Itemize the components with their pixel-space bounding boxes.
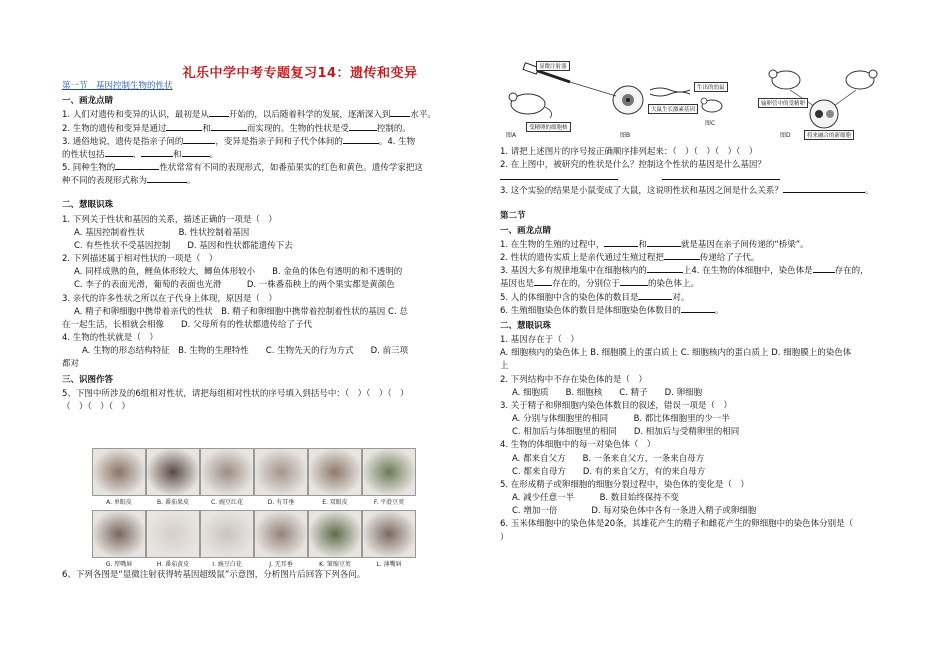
right-choice3-opt-ab: A. 分别与体细胞里的相同 B. 都比体细胞里的少一半 bbox=[512, 414, 730, 425]
gene-strand-icon bbox=[650, 88, 690, 96]
left-choice3-opt-d: 在一起生活，长相就会相像 D. 父母所有的性状都遗传给了子代 bbox=[62, 319, 312, 330]
right-choice1-opts: A. 细胞核内的染色体上 B. 细胞膜上的蛋白质上 C. 细胞核内的蛋白质上 D. 细胞膜上的染色体 bbox=[500, 348, 852, 359]
trait-caption: K. 皱缩豆荚 bbox=[319, 561, 351, 568]
trait-image-cell bbox=[362, 510, 416, 568]
label-fused-cell: 将来融合的新细胞 bbox=[804, 130, 854, 140]
left-choice3-opt-abc: A. 精子和卵细胞中携带着亲代的性状 B. 精子和卵细胞中携带着控制着性状的基因 C. 总 bbox=[74, 306, 408, 317]
left-q5b: 种不同的表现形式称为 。 bbox=[62, 176, 196, 187]
fused-cell-icon bbox=[810, 100, 838, 128]
figure-a-label: 图A bbox=[506, 132, 517, 139]
right-q2-answer-lines bbox=[500, 172, 895, 185]
trait-photo bbox=[254, 510, 308, 558]
trait-caption: L. 薄嘴唇 bbox=[376, 561, 402, 568]
right-fill5: 5. 人的体细胞中含的染色体的数目是 对。 bbox=[500, 292, 690, 303]
right-choice1-opt-end: 上 bbox=[500, 361, 509, 372]
right-choice2-opts: A. 细胞质 B. 细胞核 C. 精子 D. 卵细胞 bbox=[512, 387, 703, 398]
right-choice4-opt-ab: A. 都来自父方 B. 一条来自父方，一条来自母方 bbox=[512, 453, 705, 464]
left-picture-q6: 6、下列各图是“显微注射获得转基因超级鼠”示意图，分析图片后回答下列各问。 bbox=[62, 570, 366, 580]
right-choice1: 1. 基因存在于（ ） bbox=[500, 335, 579, 346]
right-column bbox=[500, 146, 895, 545]
trait-image-cell bbox=[200, 448, 254, 506]
mouse-a-icon bbox=[509, 93, 552, 118]
label-oviduct-egg: 输卵管中的受精卵 bbox=[758, 98, 808, 108]
egg-cell-icon bbox=[570, 82, 643, 114]
transgenic-mouse-diagram bbox=[500, 60, 898, 142]
trait-caption: H. 番茄黄皮 bbox=[156, 561, 190, 568]
figure-c-label: 图C bbox=[705, 120, 716, 127]
left-choice1: 1. 下列关于性状和基因的关系，描述正确的一项是（ ） bbox=[62, 214, 277, 225]
left-picture-q5-cont: （ ）（ ）（ ） bbox=[62, 401, 131, 412]
trait-photo bbox=[362, 510, 416, 558]
right-q3: 3. 这个实验的结果是小鼠变成了大鼠，这说明性状和基因之间是什么关系？ 。 bbox=[500, 186, 874, 197]
left-choice4: 4. 生物的性状就是（ ） bbox=[62, 333, 158, 344]
left-choice1-opt-ab: A. 基因控制着性状 B. 性状控制着基因 bbox=[74, 227, 250, 238]
trait-image-cell bbox=[362, 448, 416, 506]
right-fill1: 1. 在生物的生殖的过程中， 和 就是基因在亲子间传递的“桥梁”。 bbox=[500, 239, 809, 250]
trait-caption: B. 番茄果皮 bbox=[157, 499, 189, 506]
left-part2-heading: 二、慧眼识珠 bbox=[62, 200, 114, 211]
trait-image-cell bbox=[200, 510, 254, 568]
trait-photo bbox=[92, 510, 146, 558]
section2-heading: 第二节 bbox=[500, 210, 526, 221]
right-choice5-opt-cd: C. 增加一倍 D. 每对染色体中各有一条进入精子或卵细胞 bbox=[512, 506, 757, 517]
left-choice2: 2. 下列描述属于相对性状的一项是（ ） bbox=[62, 254, 218, 265]
left-q4: 的性状包括 、 和 。 bbox=[62, 149, 219, 160]
trait-image-cell bbox=[146, 510, 200, 568]
trait-photo bbox=[92, 448, 146, 496]
trait-caption: A. 单眼皮 bbox=[106, 499, 132, 506]
trait-image-cell bbox=[92, 448, 146, 506]
trait-photo bbox=[362, 448, 416, 496]
right-fill6: 6. 生殖细胞染色体的数目是体细胞染色体数目的 。 bbox=[500, 305, 724, 316]
label-egg-nucleus: 受精卵的细胞核 bbox=[526, 122, 571, 132]
right-choice5: 5. 在形成精子或卵细胞的细胞分裂过程中，染色体的变化是（ ） bbox=[500, 479, 749, 490]
trait-image-cell bbox=[308, 448, 362, 506]
trait-caption: I. 豌豆白花 bbox=[212, 561, 242, 568]
trait-photo bbox=[308, 448, 362, 496]
left-choice4-opt-end: 都对 bbox=[62, 359, 80, 370]
baby-mouse-icon bbox=[701, 98, 722, 112]
right-q1: 1. 请把上述图片的序号按正确顺序排列起来：（ ）（ ）（ ）（ ） bbox=[500, 147, 758, 157]
trait-photo bbox=[146, 448, 200, 496]
trait-image-cell bbox=[146, 448, 200, 506]
trait-photo bbox=[308, 510, 362, 558]
trait-photo bbox=[200, 510, 254, 558]
right-choice3: 3. 关于精子和卵细胞内染色体数目的叙述，错误一项是（ ） bbox=[500, 400, 732, 411]
figure-b-label: 图B bbox=[620, 132, 631, 139]
right-part1-heading: 一、画龙点睛 bbox=[500, 225, 552, 236]
left-choice3: 3. 亲代的许多性状之所以在子代身上体现，原因是（ ） bbox=[62, 293, 277, 304]
right-choice2: 2. 下列结构中不存在染色体的是（ ） bbox=[500, 374, 647, 385]
label-baby-mouse: 生出的幼鼠 bbox=[694, 82, 728, 92]
trait-photo bbox=[146, 510, 200, 558]
right-choice4: 4. 生物的体细胞中的每一对染色体（ ） bbox=[500, 440, 656, 451]
trait-image-cell bbox=[254, 510, 308, 568]
left-q5: 5. 同种生物的 性状常常有不同的表现形式，如番茄果实的红色和黄色。遗传学家把这 bbox=[62, 163, 423, 174]
left-picture-q5: 5、下图中所涉及的6组相对性状，请把每组相对性状的序号填入到括号中：（ ）（ ）（ ） bbox=[62, 388, 409, 399]
worksheet-title: 礼乐中学中考专题复习14：遗传和变异 bbox=[182, 66, 418, 81]
right-choice5-opt-ab: A. 减少任意一半 B. 数目始终保持不变 bbox=[512, 493, 679, 504]
right-fill2: 2. 性状的遗传实质上是亲代通过生殖过程把 传递给了子代。 bbox=[500, 253, 760, 264]
right-choice3-opt-cd: C. 相加后与体细胞里的相同 D. 相加后与受精卵里的相同 bbox=[512, 427, 740, 438]
left-q1: 1. 人们对遗传和变异的认识，最初是从 开始的，以后随着科学的发展，逐渐深入到 水平。 bbox=[62, 110, 436, 121]
left-q2: 2. 生物的遗传和变异是通过 和 而实现的。生物的性状是受 控制的。 bbox=[62, 123, 411, 134]
right-choice6-end: ） bbox=[500, 532, 509, 543]
left-part3-heading: 三、识图作答 bbox=[62, 374, 114, 385]
trait-caption: G. 厚嘴唇 bbox=[105, 561, 133, 568]
trait-caption: D. 有耳垂 bbox=[267, 499, 295, 506]
section1-heading[interactable]: 第一节 基因控制生物的性状 bbox=[62, 81, 173, 91]
right-q2: 2. 在上图中，被研究的性状是什么？控制这个性状的基因是什么基因？ bbox=[500, 160, 766, 171]
trait-caption: F. 平滑豆荚 bbox=[373, 499, 405, 506]
right-fill3b: 基因也是 存在的，分别位于 的染色体上。 bbox=[500, 279, 700, 290]
left-choice2-opt-ab: A. 同样成熟的鱼，鲤鱼体形较大，鲫鱼体形较小 B. 金鱼的体色有透明的和不透明的 bbox=[74, 267, 403, 278]
left-q3: 3. 通俗地说，遗传是指亲子间的 ，变异是指亲子间和子代个体间的 。4. 生物 bbox=[62, 136, 416, 147]
right-choice6: 6. 玉米体细胞中的染色体是20条，其雄花产生的精子和雌花产生的卵细胞中的染色体分别是（ bbox=[500, 519, 854, 530]
trait-photo bbox=[254, 448, 308, 496]
trait-image-cell bbox=[92, 510, 146, 568]
right-choice4-opt-cd: C. 都来自母方 D. 有的来自父方，有的来自母方 bbox=[512, 466, 706, 477]
left-choice1-opt-cd: C. 有些性状不受基因控制 D. 基因和性状都能遗传下去 bbox=[74, 240, 293, 251]
trait-image-cell bbox=[254, 448, 308, 506]
label-gene: 大鼠生长激素基因 bbox=[648, 104, 698, 114]
left-part1-heading: 一、画龙点睛 bbox=[62, 96, 114, 107]
figure-d-label: 图D bbox=[780, 132, 791, 139]
right-part2-heading: 二、慧眼识珠 bbox=[500, 320, 552, 331]
trait-photo bbox=[200, 448, 254, 496]
right-fill3: 3. 基因大多有规律地集中在细胞核内的 上4. 在生物的体细胞中，染色体是 存在的， bbox=[500, 266, 869, 277]
left-choice2-opt-cd: C. 李子的表面光滑，葡萄的表面也光滑 D. 一株番茄秧上的两个果实都是黄颜色 bbox=[74, 280, 395, 291]
trait-image-cell bbox=[308, 510, 362, 568]
trait-caption: C. 豌豆红花 bbox=[210, 499, 243, 506]
left-choice4-opts: A. 生物的形态结构特征 B. 生物的生理特性 C. 生物先天的行为方式 D. 前三项 bbox=[82, 346, 409, 357]
left-column bbox=[62, 80, 457, 414]
trait-caption: J. 无耳垂 bbox=[269, 561, 293, 568]
trait-caption: E. 双眼皮 bbox=[322, 499, 348, 506]
label-syringe: 显微注射器 bbox=[536, 61, 570, 71]
